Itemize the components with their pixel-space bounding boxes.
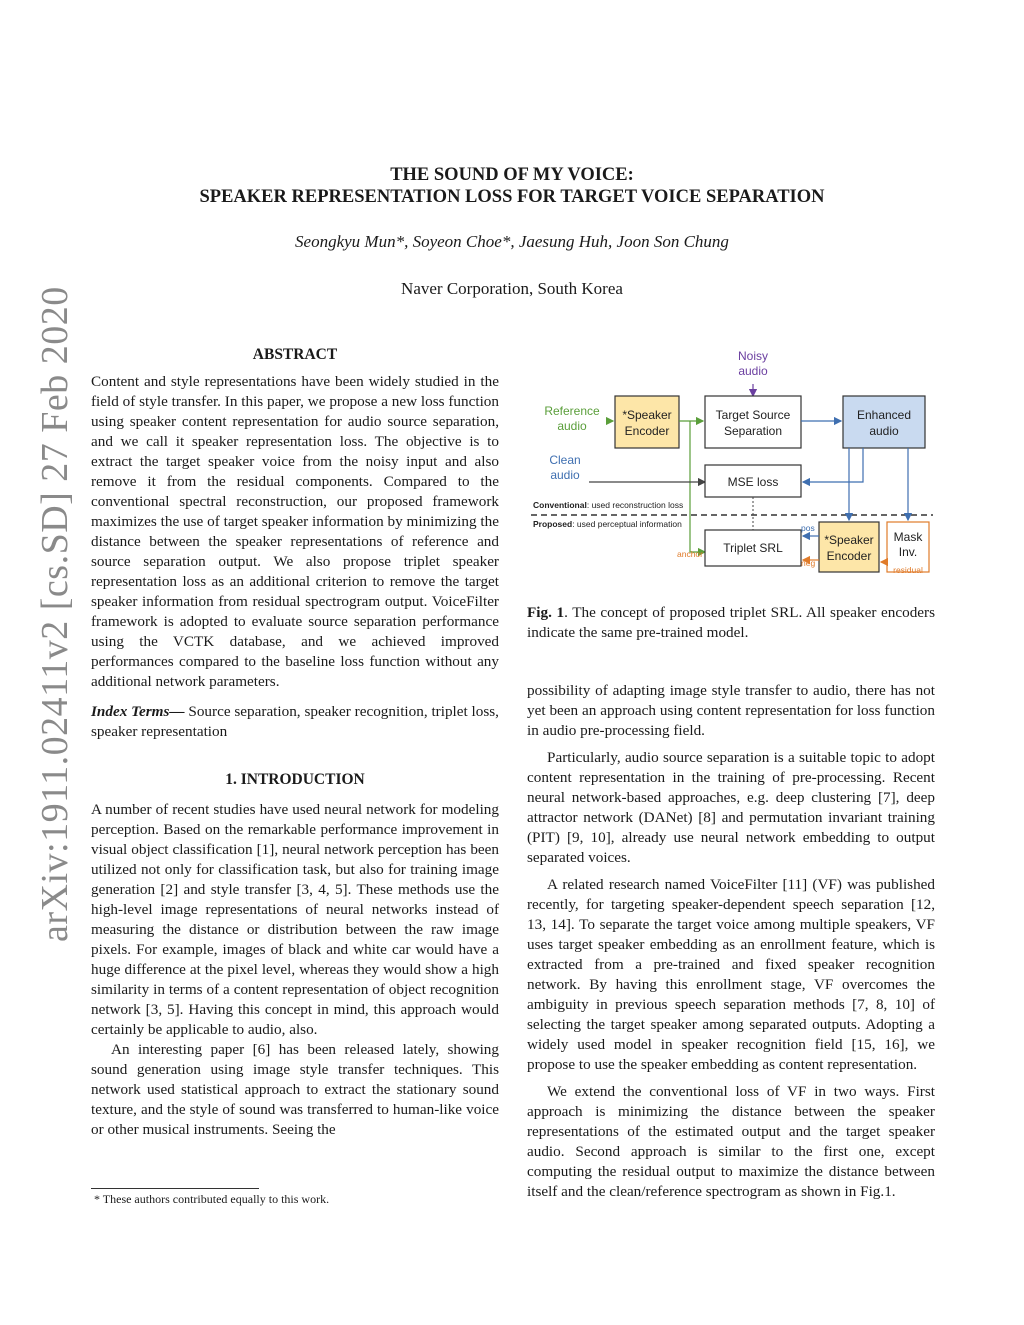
conventional-rest: : used reconstruction loss [586, 500, 684, 510]
enhanced-audio-label-1: Enhanced [856, 408, 912, 422]
residual-label: residual [893, 565, 923, 575]
right-column [527, 681, 935, 1202]
intro-paragraph-2: An interesting paper [6] has been released lately, showing sound generation using image style transfer techniques. This network used statistical approach to extract the stationary sound texture, and the style of sound was transferred to human-like voice or other musical instruments. Seeing the [91, 1041, 499, 1138]
target-source-label-2: Separation [723, 424, 783, 438]
clean-audio-label-1: Clean [549, 453, 581, 467]
index-terms [91, 702, 499, 742]
figure-1-caption-text: . The concept of proposed triplet SRL. All speaker encoders indicate the same pre-trained model. [527, 604, 936, 641]
reference-audio-label-2: audio [557, 419, 587, 433]
noisy-audio-label-2: audio [738, 364, 768, 378]
mask-inv-label-2: Inv. [898, 545, 918, 559]
proposed-note [533, 519, 682, 529]
left-column [91, 345, 499, 1140]
target-source-separation-box [705, 396, 801, 448]
conventional-bold: Conventional [533, 500, 587, 510]
noisy-audio-label-1: Noisy [737, 349, 769, 363]
speaker-encoder-bottom-label-1: *Speaker [824, 533, 874, 547]
author-list: Seongkyu Mun*, Soyeon Choe*, Jaesung Huh, Joon Son Chung [295, 232, 729, 251]
footnote-rule [91, 1188, 259, 1189]
arxiv-identifier: arXiv:1911.02411v2 [cs.SD] 27 Feb 2020 [34, 286, 76, 942]
enhanced-audio-box [843, 396, 925, 448]
pos-label: pos [801, 523, 815, 533]
speaker-encoder-bottom-label-2: Encoder [826, 549, 872, 563]
abstract-heading: ABSTRACT [252, 346, 338, 363]
target-source-label-1: Target Source [715, 408, 791, 422]
clean-audio-label-2: audio [550, 468, 580, 482]
footnote: * These authors contributed equally to this work. [94, 1192, 330, 1206]
proposed-rest: : used perceptual information [572, 519, 682, 529]
speaker-encoder-top-label-2: Encoder [624, 424, 670, 438]
speaker-encoder-box-top [615, 396, 679, 448]
right-paragraph-1: possibility of adapting image style transfer to audio, there has not yet been an approach using content representation for loss function in audio pre-processing field. [527, 682, 935, 739]
right-paragraph-2: Particularly, audio source separation is a suitable topic to adopt content representation in the training of pre-processing. Recent neural network-based approaches, e.g. deep clustering [7], deep attractor network (DANet) [8] and permutation invariant training (PIT) [9, 10], already use neural network embedding to output separated voices. [527, 749, 935, 866]
mask-inv-label-1: Mask [893, 530, 923, 544]
introduction-heading: 1. INTRODUCTION [225, 771, 365, 788]
triplet-srl-label: Triplet SRL [723, 541, 783, 555]
anchor-label: anchor [677, 549, 703, 559]
enhanced-audio-label-2: audio [869, 424, 899, 438]
paper-title-line1: THE SOUND OF MY VOICE: [390, 165, 634, 185]
right-paragraph-3: A related research named VoiceFilter [11] (VF) was published recently, for targeting speaker-dependent speech separation [12, 13, 14]. To separate the target voice among multiple speakers, VF uses target speaker embedding as an enrollment feature, which is extracted from a pre-trained and fixed speaker recognition network. By having this enrollment stage, VF overcomes the ambiguity in previous speech separation methods [7, 8, 10] of selecting the target speaker among separated outputs. Adopting a widely used model in speaker recognition field [15, 16], we propose to use the speaker embedding as content representation. [527, 876, 935, 1073]
index-terms-label: Index Terms— [91, 703, 185, 720]
paper-title-line2: SPEAKER REPRESENTATION LOSS FOR TARGET VOICE SEPARATION [199, 187, 825, 207]
figure-1-diagram [527, 340, 937, 580]
speaker-encoder-top-label-1: *Speaker [622, 408, 672, 422]
figure-1-caption-label: Fig. 1 [527, 604, 565, 621]
speaker-encoder-box-bottom [819, 522, 879, 572]
reference-audio-label-1: Reference [544, 404, 600, 418]
abstract-text: Content and style representations have been widely studied in the field of style transfer. In this paper, we propose a new loss function using speaker content representation for audio source separation, and we call it speaker representation loss. The objective is to extract the target speaker voice from the noisy input and also remove it from the residual components. Compared to the conventional spectral reconstruction, our proposed framework maximizes the use of target speaker information by minimizing the distance between the speaker representations of reference and source separation output. We also propose triplet speaker representation loss as an additional criterion to remove the target speaker information from residual spectrogram output. VoiceFilter framework is adopted to evaluate source separation performance using the VCTK database, and we achieved improved performances compared to the baseline loss function without any additional network parameters. [91, 373, 499, 690]
figure-1-caption [527, 603, 935, 643]
right-paragraph-4: We extend the conventional loss of VF in two ways. First approach is minimizing the distance between the speaker representations of the estimated output and the target speaker audio. Second approach is similar to the first one, except computing the residual output to maximize the distance between itself and the clean/reference spectrogram as shown in Fig.1. [527, 1083, 935, 1200]
proposed-bold: Proposed [533, 519, 573, 529]
anchor-connector [690, 421, 705, 552]
intro-paragraph-1: A number of recent studies have used neural network for modeling perception. Based on the remarkable performance improvement in visual object classification [1], neural network perception has been utilized not only for classification task, but also for training image generation [2] and style transfer [3, 4, 5]. These methods use the high-level image representations of neural networks instead of measuring the distance or distribution between the raw image pixels. For example, images of black and white car would have a huge difference at the pixel level, whereas they would show a high similarity in terms of a content representation of object recognition network [3, 5]. Having this concept in mind, this approach would certainly be applicable to audio, also. [91, 801, 499, 1038]
neg-label: neg [801, 558, 816, 568]
conventional-note [533, 500, 683, 510]
affiliation: Naver Corporation, South Korea [401, 279, 623, 298]
mse-loss-label: MSE loss [727, 475, 779, 489]
index-terms-text: Source separation, speaker recognition, triplet loss, speaker representation [91, 703, 499, 740]
enhanced-to-mse-arrow [803, 448, 863, 482]
